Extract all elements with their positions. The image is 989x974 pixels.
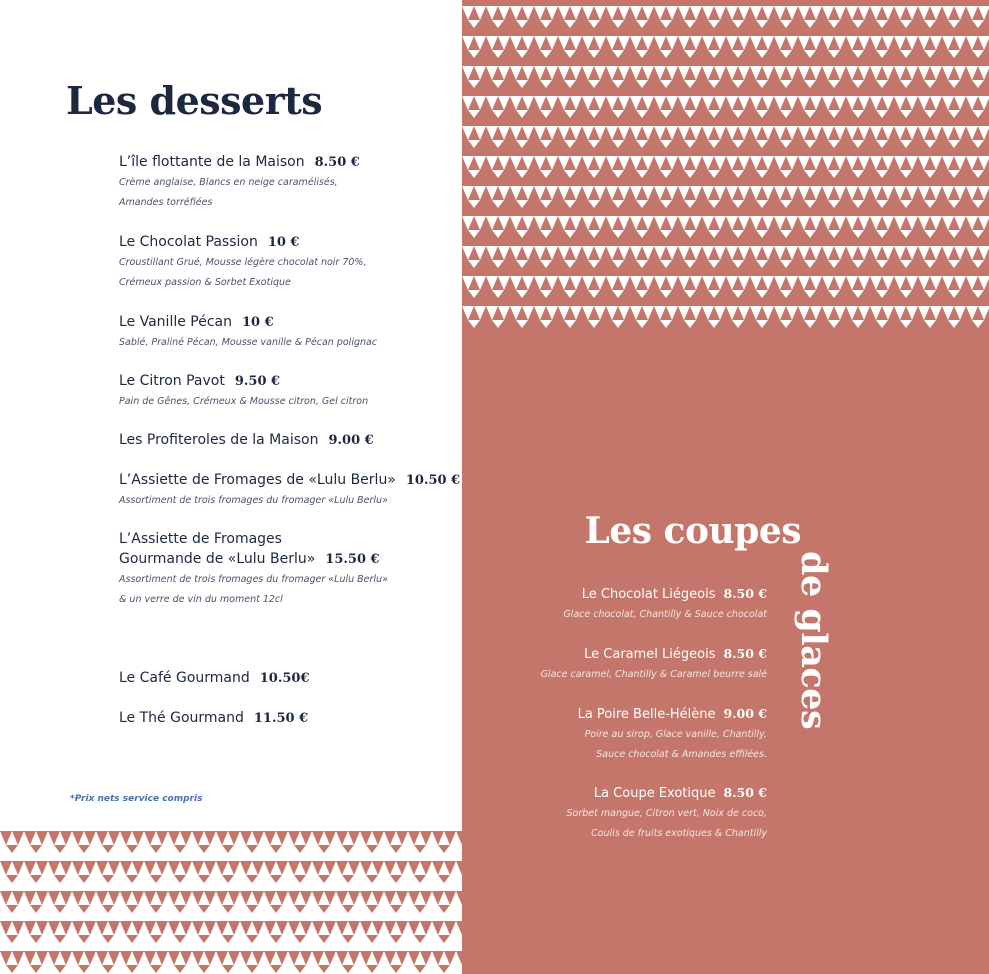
dessert-description: & un verre de vin du moment 12cl — [119, 594, 283, 605]
coupes-title: Les coupes — [584, 510, 801, 552]
coupe-item — [578, 704, 767, 765]
dessert-description: Sablé, Praliné Pécan, Mousse vanille & Pécan polignac — [119, 337, 378, 348]
dessert-name: Gourmande de «Lulu Berlu» — [119, 551, 316, 567]
coupe-price: 9.00 € — [723, 706, 767, 721]
dessert-name: Le Vanille Pécan — [119, 314, 232, 330]
dessert-item — [119, 529, 388, 610]
dessert-price: 10.50 € — [405, 473, 461, 488]
dessert-item — [119, 312, 377, 353]
dessert-name: Le Café Gourmand — [119, 670, 250, 686]
coupe-price: 8.50 € — [723, 646, 767, 661]
dessert-name: L’île flottante de la Maison — [119, 154, 305, 170]
dessert-item — [119, 430, 374, 451]
coupe-description: Poire au sirop, Glace vanille, Chantilly, — [584, 729, 767, 740]
coupes-title-vertical: de glaces — [793, 551, 834, 730]
coupe-name: Le Caramel Liégeois — [584, 647, 716, 662]
dessert-description: Pain de Gênes, Crémeux & Mousse citron, Gel citron — [119, 396, 369, 407]
dessert-price: 10 € — [242, 315, 274, 330]
dessert-price: 9.50 € — [234, 374, 281, 389]
dessert-item — [119, 232, 366, 293]
dessert-item — [119, 470, 460, 511]
dessert-item — [119, 668, 310, 689]
dessert-name: Le Citron Pavot — [119, 373, 225, 389]
dessert-item — [119, 708, 308, 729]
dessert-price: 8.50 € — [314, 155, 360, 170]
dessert-item — [119, 371, 368, 412]
coupe-description: Sorbet mangue, Citron vert, Noix de coco, — [566, 808, 767, 819]
dessert-price: 10.50€ — [259, 671, 310, 686]
coupe-price: 8.50 € — [723, 586, 767, 601]
dessert-description: Croustillant Grué, Mousse légère chocolat noir 70%, — [119, 257, 367, 268]
coupe-name: Le Chocolat Liégeois — [581, 587, 716, 602]
dessert-item — [119, 152, 360, 213]
coupe-item — [541, 644, 767, 685]
coupe-description: Glace caramel, Chantilly & Caramel beurre salé — [540, 669, 767, 680]
dessert-description: Assortiment de trois fromages du fromager «Lulu Berlu» — [119, 495, 388, 506]
dessert-name: L’Assiette de Fromages de «Lulu Berlu» — [119, 472, 396, 488]
dessert-name: Le Thé Gourmand — [119, 710, 244, 726]
coupe-description: Sauce chocolat & Amandes effilées. — [596, 749, 767, 760]
dessert-description: Crémeux passion & Sorbet Exotique — [119, 277, 291, 288]
dessert-price: 15.50 € — [325, 552, 380, 567]
coupe-description: Coulis de fruits exotiques & Chantilly — [591, 828, 767, 839]
coupe-item — [567, 783, 767, 844]
desserts-title: Les desserts — [66, 78, 323, 123]
dessert-price: 11.50 € — [253, 711, 309, 726]
coupe-name: La Coupe Exotique — [593, 786, 716, 801]
coupe-name: La Poire Belle-Hélène — [577, 707, 716, 722]
dessert-price: 9.00 € — [328, 433, 374, 448]
decorative-pattern-bottom — [0, 825, 462, 974]
dessert-description: Amandes torréfiées — [119, 197, 213, 208]
coupe-description: Glace chocolat, Chantilly & Sauce chocolat — [563, 609, 767, 620]
dessert-name: L’Assiette de Fromages — [119, 531, 282, 547]
dessert-name: Le Chocolat Passion — [119, 234, 258, 250]
dessert-price: 10 € — [267, 235, 300, 250]
dessert-description: Assortiment de trois fromages du fromager «Lulu Berlu» — [119, 574, 388, 585]
dessert-description: Crème anglaise, Blancs en neige caramélisés, — [119, 177, 338, 188]
desserts-panel — [0, 0, 462, 974]
coupe-price: 8.50 € — [723, 785, 767, 800]
coupe-item — [563, 584, 767, 625]
decorative-pattern-top — [462, 0, 989, 335]
dessert-name: Les Profiteroles de la Maison — [119, 432, 319, 448]
price-footnote: *Prix nets service compris — [70, 794, 203, 804]
